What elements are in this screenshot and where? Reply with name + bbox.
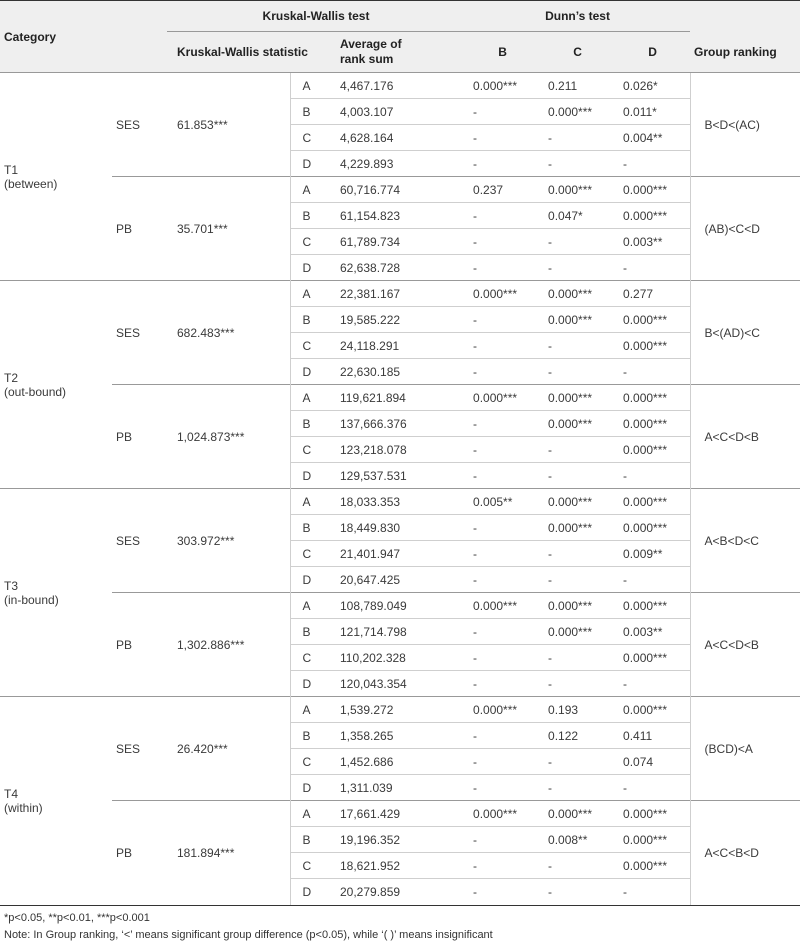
dunn-d: 0.074 — [615, 749, 690, 775]
dunn-d: 0.000*** — [615, 307, 690, 333]
dunn-d: 0.009** — [615, 541, 690, 567]
dunn-d: 0.000*** — [615, 411, 690, 437]
kw-statistic: 682.483*** — [167, 281, 290, 385]
row-letter: B — [290, 99, 330, 125]
table-footer — [0, 905, 800, 944]
row-letter: A — [290, 801, 330, 827]
avg-rank-sum: 19,585.222 — [330, 307, 465, 333]
dunn-b: - — [465, 567, 540, 593]
avg-rank-sum: 1,311.039 — [330, 775, 465, 801]
dunn-d: 0.000*** — [615, 203, 690, 229]
row-letter: D — [290, 567, 330, 593]
avg-rank-sum: 110,202.328 — [330, 645, 465, 671]
dunn-d: - — [615, 775, 690, 801]
table-row — [0, 73, 800, 99]
category-cell — [0, 489, 112, 697]
row-letter: A — [290, 73, 330, 99]
category-cell — [0, 281, 112, 489]
row-letter: A — [290, 593, 330, 619]
row-letter: C — [290, 645, 330, 671]
dunn-b: - — [465, 255, 540, 281]
row-letter: B — [290, 723, 330, 749]
group-ranking: B<(AD)<C — [690, 281, 800, 385]
group-ranking: (AB)<C<D — [690, 177, 800, 281]
row-letter: C — [290, 541, 330, 567]
dunn-c: - — [540, 671, 615, 697]
dunn-d: 0.026* — [615, 73, 690, 99]
avg-rank-sum-line1: Average of — [340, 37, 402, 51]
dunn-b: 0.237 — [465, 177, 540, 203]
kw-statistic: 35.701*** — [167, 177, 290, 281]
col-c-header: C — [540, 32, 615, 73]
dunn-c: 0.211 — [540, 73, 615, 99]
dunn-b: - — [465, 203, 540, 229]
dunn-d: 0.011* — [615, 99, 690, 125]
dunn-c: 0.000*** — [540, 515, 615, 541]
dunn-c: 0.000*** — [540, 801, 615, 827]
dunn-d: - — [615, 567, 690, 593]
row-letter: B — [290, 515, 330, 541]
dunn-c: - — [540, 645, 615, 671]
dunn-c: - — [540, 359, 615, 385]
table-header — [0, 1, 800, 73]
dunn-d: 0.000*** — [615, 437, 690, 463]
dunn-c: - — [540, 229, 615, 255]
row-letter: D — [290, 463, 330, 489]
row-letter: B — [290, 411, 330, 437]
category-name: T1 — [4, 162, 19, 177]
avg-rank-sum: 119,621.894 — [330, 385, 465, 411]
group-ranking: A<B<D<C — [690, 489, 800, 593]
dunn-d: - — [615, 671, 690, 697]
avg-rank-sum: 19,196.352 — [330, 827, 465, 853]
avg-rank-sum: 61,789.734 — [330, 229, 465, 255]
group-ranking: A<C<D<B — [690, 593, 800, 697]
dunn-b: - — [465, 541, 540, 567]
dunn-c: 0.000*** — [540, 177, 615, 203]
dunn-b: - — [465, 515, 540, 541]
avg-rank-sum: 1,539.272 — [330, 697, 465, 723]
dunn-b: - — [465, 151, 540, 177]
dunn-b: - — [465, 333, 540, 359]
dunn-c: 0.000*** — [540, 489, 615, 515]
kw-statistic-header: Kruskal-Wallis statistic — [167, 32, 330, 73]
avg-rank-sum: 22,381.167 — [330, 281, 465, 307]
avg-rank-sum: 4,229.893 — [330, 151, 465, 177]
group-ranking: A<C<D<B — [690, 385, 800, 489]
avg-rank-sum: 18,033.353 — [330, 489, 465, 515]
ranking-note: Note: In Group ranking, ‘<’ means significant group difference (p<0.05), while ‘( )’ means insignificant — [4, 928, 493, 941]
group-name: PB — [112, 801, 167, 905]
dunn-c: 0.000*** — [540, 619, 615, 645]
dunn-c: - — [540, 255, 615, 281]
dunn-d: 0.000*** — [615, 801, 690, 827]
group-name: SES — [112, 697, 167, 801]
row-letter: A — [290, 697, 330, 723]
row-letter: A — [290, 385, 330, 411]
dunn-d: 0.000*** — [615, 697, 690, 723]
row-letter: C — [290, 437, 330, 463]
dunn-b: - — [465, 229, 540, 255]
dunn-d: 0.277 — [615, 281, 690, 307]
row-letter: B — [290, 827, 330, 853]
row-letter: C — [290, 229, 330, 255]
category-cell — [0, 73, 112, 281]
group-name: SES — [112, 281, 167, 385]
dunn-c: - — [540, 567, 615, 593]
row-letter: C — [290, 853, 330, 879]
dunn-b: - — [465, 879, 540, 905]
category-desc: (between) — [4, 176, 58, 191]
table-row — [0, 801, 800, 827]
avg-rank-sum: 18,621.952 — [330, 853, 465, 879]
row-letter: D — [290, 151, 330, 177]
dunn-b: - — [465, 359, 540, 385]
group-name: PB — [112, 385, 167, 489]
row-letter: A — [290, 281, 330, 307]
dunn-c: 0.047* — [540, 203, 615, 229]
avg-rank-sum: 60,716.774 — [330, 177, 465, 203]
avg-rank-sum: 1,358.265 — [330, 723, 465, 749]
dunn-b: 0.000*** — [465, 73, 540, 99]
dunn-c: 0.000*** — [540, 385, 615, 411]
group-name: PB — [112, 593, 167, 697]
table-row — [0, 489, 800, 515]
avg-rank-sum: 20,279.859 — [330, 879, 465, 905]
table-row — [0, 177, 800, 203]
dunn-c: - — [540, 775, 615, 801]
avg-rank-sum: 120,043.354 — [330, 671, 465, 697]
dunn-d: 0.000*** — [615, 853, 690, 879]
avg-rank-sum: 123,218.078 — [330, 437, 465, 463]
dunn-c: - — [540, 151, 615, 177]
dunn-b: - — [465, 723, 540, 749]
dunn-d: 0.003** — [615, 229, 690, 255]
dunn-d: 0.000*** — [615, 827, 690, 853]
dunn-b: - — [465, 619, 540, 645]
dunn-d: 0.000*** — [615, 593, 690, 619]
dunn-b: - — [465, 645, 540, 671]
row-letter: D — [290, 671, 330, 697]
kruskal-wallis-header: Kruskal-Wallis test — [167, 1, 465, 32]
dunn-d: - — [615, 463, 690, 489]
avg-rank-sum: 20,647.425 — [330, 567, 465, 593]
table-row — [0, 593, 800, 619]
dunn-b: - — [465, 749, 540, 775]
dunn-b: 0.000*** — [465, 801, 540, 827]
dunn-b: 0.000*** — [465, 385, 540, 411]
dunn-c: - — [540, 541, 615, 567]
dunn-c: - — [540, 463, 615, 489]
avg-rank-sum: 121,714.798 — [330, 619, 465, 645]
row-letter: C — [290, 749, 330, 775]
dunn-d: 0.411 — [615, 723, 690, 749]
row-letter: D — [290, 255, 330, 281]
row-letter: D — [290, 775, 330, 801]
category-desc: (out-bound) — [4, 384, 67, 399]
category-name: T4 — [4, 786, 19, 801]
dunn-c: - — [540, 879, 615, 905]
avg-rank-sum: 61,154.823 — [330, 203, 465, 229]
group-name: SES — [112, 489, 167, 593]
dunn-b: 0.000*** — [465, 697, 540, 723]
group-ranking: B<D<(AC) — [690, 73, 800, 177]
group-ranking-header: Group ranking — [690, 32, 800, 73]
dunn-d: - — [615, 255, 690, 281]
category-name: T3 — [4, 578, 19, 593]
dunn-b: - — [465, 463, 540, 489]
dunn-b: - — [465, 411, 540, 437]
category-desc: (within) — [4, 800, 43, 815]
row-letter: D — [290, 879, 330, 905]
dunn-b: - — [465, 853, 540, 879]
dunn-d: 0.000*** — [615, 385, 690, 411]
col-b-header: B — [465, 32, 540, 73]
avg-rank-sum: 4,003.107 — [330, 99, 465, 125]
avg-rank-sum: 22,630.185 — [330, 359, 465, 385]
dunn-c: 0.000*** — [540, 411, 615, 437]
dunn-c: - — [540, 749, 615, 775]
dunn-b: - — [465, 827, 540, 853]
dunn-b: - — [465, 307, 540, 333]
dunn-c: - — [540, 125, 615, 151]
kw-statistic: 303.972*** — [167, 489, 290, 593]
group-name: PB — [112, 177, 167, 281]
category-desc: (in-bound) — [4, 592, 59, 607]
dunn-d: 0.000*** — [615, 333, 690, 359]
significance-note: *p<0.05, **p<0.01, ***p<0.001 — [4, 911, 150, 924]
group-ranking: A<C<B<D — [690, 801, 800, 905]
row-letter: A — [290, 177, 330, 203]
avg-rank-sum: 108,789.049 — [330, 593, 465, 619]
dunn-c: 0.122 — [540, 723, 615, 749]
kw-statistic: 61.853*** — [167, 73, 290, 177]
dunn-c: 0.008** — [540, 827, 615, 853]
dunns-test-header: Dunn’s test — [465, 1, 690, 32]
row-letter: B — [290, 307, 330, 333]
col-d-header: D — [615, 32, 690, 73]
dunn-d: 0.000*** — [615, 177, 690, 203]
group-ranking: (BCD)<A — [690, 697, 800, 801]
avg-rank-sum-header — [330, 32, 465, 73]
avg-rank-sum: 21,401.947 — [330, 541, 465, 567]
avg-rank-sum: 4,467.176 — [330, 73, 465, 99]
dunn-b: - — [465, 437, 540, 463]
avg-rank-sum: 18,449.830 — [330, 515, 465, 541]
group-name: SES — [112, 73, 167, 177]
dunn-c: 0.000*** — [540, 281, 615, 307]
category-header: Category — [0, 1, 112, 73]
category-name: T2 — [4, 370, 19, 385]
dunn-b: 0.005** — [465, 489, 540, 515]
row-letter: D — [290, 359, 330, 385]
category-cell — [0, 697, 112, 905]
row-letter: C — [290, 333, 330, 359]
dunn-b: 0.000*** — [465, 281, 540, 307]
avg-rank-sum: 24,118.291 — [330, 333, 465, 359]
dunn-d: 0.000*** — [615, 489, 690, 515]
dunn-c: 0.000*** — [540, 99, 615, 125]
avg-rank-sum: 1,452.686 — [330, 749, 465, 775]
dunn-c: 0.000*** — [540, 593, 615, 619]
dunn-c: - — [540, 437, 615, 463]
avg-rank-sum-line2: rank sum — [340, 52, 394, 66]
dunn-b: 0.000*** — [465, 593, 540, 619]
dunn-b: - — [465, 99, 540, 125]
dunn-d: 0.003** — [615, 619, 690, 645]
dunn-c: 0.193 — [540, 697, 615, 723]
table-row — [0, 697, 800, 723]
avg-rank-sum: 62,638.728 — [330, 255, 465, 281]
dunn-d: 0.004** — [615, 125, 690, 151]
dunn-d: 0.000*** — [615, 645, 690, 671]
avg-rank-sum: 137,666.376 — [330, 411, 465, 437]
row-letter: B — [290, 619, 330, 645]
row-letter: C — [290, 125, 330, 151]
dunn-b: - — [465, 775, 540, 801]
dunn-d: - — [615, 151, 690, 177]
kw-statistic: 1,302.886*** — [167, 593, 290, 697]
kw-statistic: 1,024.873*** — [167, 385, 290, 489]
avg-rank-sum: 17,661.429 — [330, 801, 465, 827]
row-letter: A — [290, 489, 330, 515]
dunn-c: - — [540, 333, 615, 359]
table-body — [0, 73, 800, 905]
kw-statistic: 26.420*** — [167, 697, 290, 801]
dunn-b: - — [465, 125, 540, 151]
table-row — [0, 385, 800, 411]
dunn-d: - — [615, 359, 690, 385]
dunn-c: 0.000*** — [540, 307, 615, 333]
row-letter: B — [290, 203, 330, 229]
dunn-d: - — [615, 879, 690, 905]
avg-rank-sum: 4,628.164 — [330, 125, 465, 151]
table-row — [0, 281, 800, 307]
dunn-d: 0.000*** — [615, 515, 690, 541]
dunn-b: - — [465, 671, 540, 697]
dunn-c: - — [540, 853, 615, 879]
avg-rank-sum: 129,537.531 — [330, 463, 465, 489]
kw-statistic: 181.894*** — [167, 801, 290, 905]
